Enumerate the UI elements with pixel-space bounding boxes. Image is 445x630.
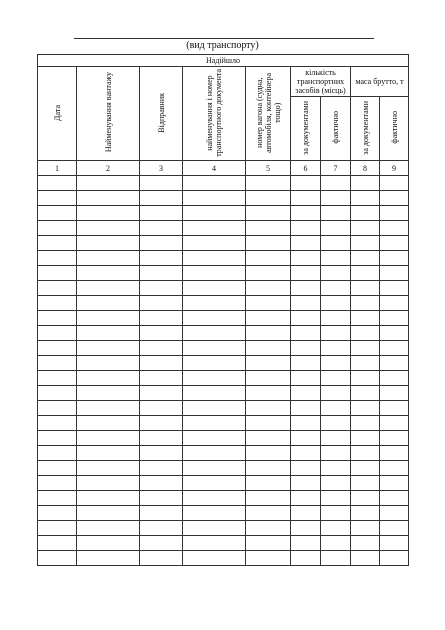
table-body — [38, 176, 409, 566]
table-cell — [140, 401, 183, 416]
table-cell — [38, 371, 77, 386]
table-cell — [321, 521, 351, 536]
table-cell — [291, 551, 321, 566]
table-cell — [380, 341, 409, 356]
gross-mass-by-docs-header — [351, 97, 380, 161]
table-row — [38, 311, 409, 326]
table-cell — [291, 341, 321, 356]
table-cell — [183, 401, 246, 416]
table-cell — [77, 191, 140, 206]
table-cell — [140, 311, 183, 326]
table-cell — [246, 176, 291, 191]
table-cell — [351, 356, 380, 371]
table-cell — [140, 491, 183, 506]
date-column-label: Дата — [52, 104, 62, 121]
vehicle-count-group-header: кількість транспортних засобів (місць) — [291, 67, 351, 97]
table-cell — [321, 176, 351, 191]
table-row — [38, 281, 409, 296]
table-row — [38, 356, 409, 371]
table-cell — [380, 221, 409, 236]
column-number: 6 — [291, 161, 321, 176]
table-row — [38, 401, 409, 416]
table-cell — [183, 236, 246, 251]
table-cell — [183, 311, 246, 326]
table-cell — [140, 341, 183, 356]
table-cell — [38, 446, 77, 461]
table-cell — [140, 206, 183, 221]
table-cell — [246, 191, 291, 206]
table-cell — [77, 506, 140, 521]
table-cell — [77, 521, 140, 536]
table-cell — [38, 311, 77, 326]
table-cell — [140, 281, 183, 296]
table-cell — [380, 206, 409, 221]
vehicle-count-by-docs-label: за документами — [301, 100, 310, 155]
table-cell — [380, 386, 409, 401]
table-row — [38, 191, 409, 206]
table-cell — [351, 416, 380, 431]
table-cell — [351, 326, 380, 341]
table-cell — [246, 491, 291, 506]
transport-type-underline — [74, 38, 374, 39]
table-cell — [77, 536, 140, 551]
transport-document-column-label: найменування і номер транспортного документа — [205, 68, 223, 157]
table-cell — [38, 221, 77, 236]
gross-mass-group-header: маса брутто, т — [351, 67, 409, 97]
table-row — [38, 176, 409, 191]
table-cell — [246, 221, 291, 236]
table-cell — [380, 356, 409, 371]
table-cell — [140, 176, 183, 191]
table-cell — [351, 536, 380, 551]
table-cell — [351, 251, 380, 266]
table-cell — [38, 416, 77, 431]
column-number: 8 — [351, 161, 380, 176]
column-number: 4 — [183, 161, 246, 176]
table-cell — [77, 476, 140, 491]
column-number: 1 — [38, 161, 77, 176]
table-cell — [380, 176, 409, 191]
table-cell — [351, 266, 380, 281]
column-number-row — [38, 161, 409, 176]
table-cell — [321, 221, 351, 236]
table-cell — [38, 236, 77, 251]
table-cell — [183, 371, 246, 386]
table-cell — [140, 461, 183, 476]
table-cell — [380, 446, 409, 461]
gross-mass-by-docs-label: за документами — [360, 100, 370, 155]
table-cell — [246, 251, 291, 266]
received-header: Надійшло — [38, 55, 409, 67]
table-cell — [321, 446, 351, 461]
table-cell — [140, 356, 183, 371]
table-row — [38, 221, 409, 236]
table-cell — [77, 446, 140, 461]
table-cell — [246, 401, 291, 416]
table-cell — [291, 281, 321, 296]
table-row — [38, 296, 409, 311]
table-cell — [77, 266, 140, 281]
table-cell — [246, 266, 291, 281]
table-cell — [291, 176, 321, 191]
table-cell — [246, 431, 291, 446]
table-cell — [77, 236, 140, 251]
table-cell — [183, 536, 246, 551]
table-cell — [351, 311, 380, 326]
table-cell — [351, 236, 380, 251]
table-cell — [140, 551, 183, 566]
table-cell — [38, 266, 77, 281]
table-cell — [291, 266, 321, 281]
table-cell — [183, 356, 246, 371]
table-cell — [321, 386, 351, 401]
table-cell — [351, 461, 380, 476]
table-cell — [380, 296, 409, 311]
table-row — [38, 491, 409, 506]
table-cell — [140, 371, 183, 386]
table-cell — [291, 311, 321, 326]
table-cell — [321, 476, 351, 491]
transport-document-column-header — [183, 67, 246, 161]
table-cell — [140, 296, 183, 311]
vehicle-count-actual-header — [321, 97, 351, 161]
table-cell — [140, 476, 183, 491]
table-cell — [291, 371, 321, 386]
table-cell — [38, 506, 77, 521]
transport-type-caption: (вид транспорту) — [186, 40, 259, 51]
table-cell — [183, 296, 246, 311]
table-cell — [351, 446, 380, 461]
table-row — [38, 251, 409, 266]
vehicle-count-by-docs-header — [291, 97, 321, 161]
table-cell — [321, 266, 351, 281]
table-cell — [183, 446, 246, 461]
table-cell — [246, 521, 291, 536]
table-cell — [291, 191, 321, 206]
table-cell — [246, 536, 291, 551]
table-cell — [291, 206, 321, 221]
table-cell — [291, 221, 321, 236]
table-cell — [380, 521, 409, 536]
table-cell — [380, 551, 409, 566]
table-cell — [380, 476, 409, 491]
table-cell — [291, 416, 321, 431]
table-cell — [291, 536, 321, 551]
table-cell — [351, 521, 380, 536]
table-cell — [140, 251, 183, 266]
table-cell — [351, 176, 380, 191]
table-row — [38, 371, 409, 386]
table-cell — [321, 461, 351, 476]
table-cell — [246, 311, 291, 326]
table-cell — [183, 506, 246, 521]
table-cell — [291, 431, 321, 446]
table-cell — [77, 431, 140, 446]
table-cell — [183, 386, 246, 401]
table-cell — [380, 281, 409, 296]
gross-mass-actual-label: фактично — [389, 111, 399, 144]
table-cell — [77, 461, 140, 476]
column-number: 2 — [77, 161, 140, 176]
table-cell — [246, 281, 291, 296]
table-cell — [321, 296, 351, 311]
table-cell — [246, 296, 291, 311]
table-cell — [321, 416, 351, 431]
table-cell — [351, 281, 380, 296]
table-cell — [351, 491, 380, 506]
table-cell — [38, 251, 77, 266]
table-row — [38, 476, 409, 491]
table-cell — [183, 326, 246, 341]
table-cell — [321, 401, 351, 416]
table-cell — [246, 506, 291, 521]
table-cell — [380, 266, 409, 281]
table-cell — [38, 281, 77, 296]
table-cell — [183, 491, 246, 506]
table-cell — [183, 551, 246, 566]
table-cell — [183, 191, 246, 206]
table-cell — [291, 521, 321, 536]
table-cell — [291, 401, 321, 416]
table-cell — [246, 341, 291, 356]
table-cell — [291, 461, 321, 476]
table-cell — [183, 461, 246, 476]
table-cell — [291, 326, 321, 341]
table-cell — [140, 536, 183, 551]
table-cell — [77, 326, 140, 341]
table-cell — [351, 191, 380, 206]
table-cell — [246, 206, 291, 221]
table-cell — [291, 356, 321, 371]
table-cell — [321, 236, 351, 251]
table-cell — [246, 326, 291, 341]
sender-column-header — [140, 67, 183, 161]
table-cell — [38, 191, 77, 206]
table-cell — [77, 356, 140, 371]
table-cell — [183, 206, 246, 221]
table-cell — [140, 431, 183, 446]
cargo-name-column-header — [77, 67, 140, 161]
table-cell — [380, 191, 409, 206]
table-cell — [246, 416, 291, 431]
table-cell — [77, 416, 140, 431]
table-cell — [183, 266, 246, 281]
table-row — [38, 206, 409, 221]
table-cell — [38, 296, 77, 311]
table-cell — [321, 371, 351, 386]
table-row — [38, 536, 409, 551]
table-cell — [183, 251, 246, 266]
table-cell — [321, 431, 351, 446]
table-cell — [140, 416, 183, 431]
table-cell — [38, 356, 77, 371]
table-cell — [77, 311, 140, 326]
table-row — [38, 461, 409, 476]
table-cell — [321, 251, 351, 266]
table-cell — [140, 191, 183, 206]
table-cell — [321, 356, 351, 371]
table-cell — [351, 551, 380, 566]
table-cell — [183, 341, 246, 356]
table-cell — [183, 431, 246, 446]
table-cell — [38, 341, 77, 356]
table-cell — [77, 221, 140, 236]
table-row — [38, 431, 409, 446]
table-cell — [140, 221, 183, 236]
table-cell — [183, 281, 246, 296]
table-row — [38, 521, 409, 536]
table-cell — [351, 371, 380, 386]
table-cell — [380, 416, 409, 431]
table-cell — [380, 461, 409, 476]
table-cell — [351, 476, 380, 491]
table-cell — [140, 386, 183, 401]
table-cell — [246, 461, 291, 476]
table-cell — [77, 251, 140, 266]
table-cell — [351, 221, 380, 236]
column-number: 5 — [246, 161, 291, 176]
table-cell — [291, 491, 321, 506]
table-cell — [351, 386, 380, 401]
table-cell — [380, 311, 409, 326]
table-row — [38, 266, 409, 281]
table-cell — [321, 311, 351, 326]
table-cell — [38, 386, 77, 401]
table-cell — [291, 386, 321, 401]
table-cell — [246, 236, 291, 251]
table-cell — [77, 401, 140, 416]
table-cell — [77, 386, 140, 401]
table-cell — [380, 431, 409, 446]
table-cell — [183, 416, 246, 431]
table-cell — [77, 371, 140, 386]
table-cell — [38, 551, 77, 566]
table-cell — [351, 401, 380, 416]
table-cell — [140, 521, 183, 536]
table-cell — [380, 536, 409, 551]
table-row — [38, 236, 409, 251]
table-cell — [77, 551, 140, 566]
table-cell — [291, 476, 321, 491]
gross-mass-actual-header — [380, 97, 409, 161]
table-cell — [291, 446, 321, 461]
table-cell — [321, 191, 351, 206]
sender-column-label: Відправник — [156, 92, 166, 133]
table-cell — [246, 551, 291, 566]
table-row — [38, 506, 409, 521]
table-cell — [321, 206, 351, 221]
vehicle-number-column-header — [246, 67, 291, 161]
table-cell — [77, 341, 140, 356]
table-cell — [246, 386, 291, 401]
table-cell — [321, 536, 351, 551]
cargo-name-column-label: Найменування вантажу — [103, 72, 113, 153]
table-cell — [321, 491, 351, 506]
table-cell — [183, 221, 246, 236]
table-cell — [183, 476, 246, 491]
table-cell — [38, 536, 77, 551]
table-cell — [291, 506, 321, 521]
table-row — [38, 326, 409, 341]
table-cell — [291, 236, 321, 251]
receipt-register-table — [37, 54, 409, 566]
table-cell — [183, 521, 246, 536]
table-cell — [351, 341, 380, 356]
table-cell — [351, 296, 380, 311]
table-cell — [380, 251, 409, 266]
table-cell — [77, 176, 140, 191]
table-cell — [140, 506, 183, 521]
table-cell — [38, 491, 77, 506]
date-column-header — [38, 67, 77, 161]
table-cell — [38, 431, 77, 446]
table-cell — [38, 476, 77, 491]
table-cell — [77, 491, 140, 506]
table-cell — [38, 176, 77, 191]
table-cell — [140, 446, 183, 461]
column-number: 9 — [380, 161, 409, 176]
table-cell — [140, 326, 183, 341]
table-cell — [351, 506, 380, 521]
table-cell — [183, 176, 246, 191]
table-cell — [380, 236, 409, 251]
table-cell — [380, 491, 409, 506]
table-cell — [38, 326, 77, 341]
table-cell — [246, 446, 291, 461]
table-row — [38, 386, 409, 401]
table-cell — [246, 476, 291, 491]
table-cell — [246, 356, 291, 371]
table-cell — [246, 371, 291, 386]
table-cell — [321, 326, 351, 341]
vehicle-count-actual-label: фактично — [331, 111, 340, 144]
table-cell — [380, 326, 409, 341]
table-cell — [140, 266, 183, 281]
column-number: 3 — [140, 161, 183, 176]
table-cell — [140, 236, 183, 251]
table-cell — [77, 281, 140, 296]
table-cell — [351, 206, 380, 221]
table-cell — [351, 431, 380, 446]
table-cell — [291, 296, 321, 311]
table-cell — [77, 206, 140, 221]
table-cell — [321, 506, 351, 521]
table-cell — [380, 371, 409, 386]
table-cell — [321, 551, 351, 566]
column-number: 7 — [321, 161, 351, 176]
table-cell — [291, 251, 321, 266]
table-cell — [77, 296, 140, 311]
table-row — [38, 551, 409, 566]
table-cell — [380, 506, 409, 521]
table-cell — [38, 461, 77, 476]
table-row — [38, 416, 409, 431]
table-cell — [38, 206, 77, 221]
table-cell — [38, 401, 77, 416]
table-cell — [380, 401, 409, 416]
vehicle-number-column-label: номер вагона (судна, автомобіля, контейнера тощо) — [254, 72, 282, 153]
table-cell — [321, 281, 351, 296]
table-cell — [321, 341, 351, 356]
table-row — [38, 341, 409, 356]
table-row — [38, 446, 409, 461]
table-cell — [38, 521, 77, 536]
